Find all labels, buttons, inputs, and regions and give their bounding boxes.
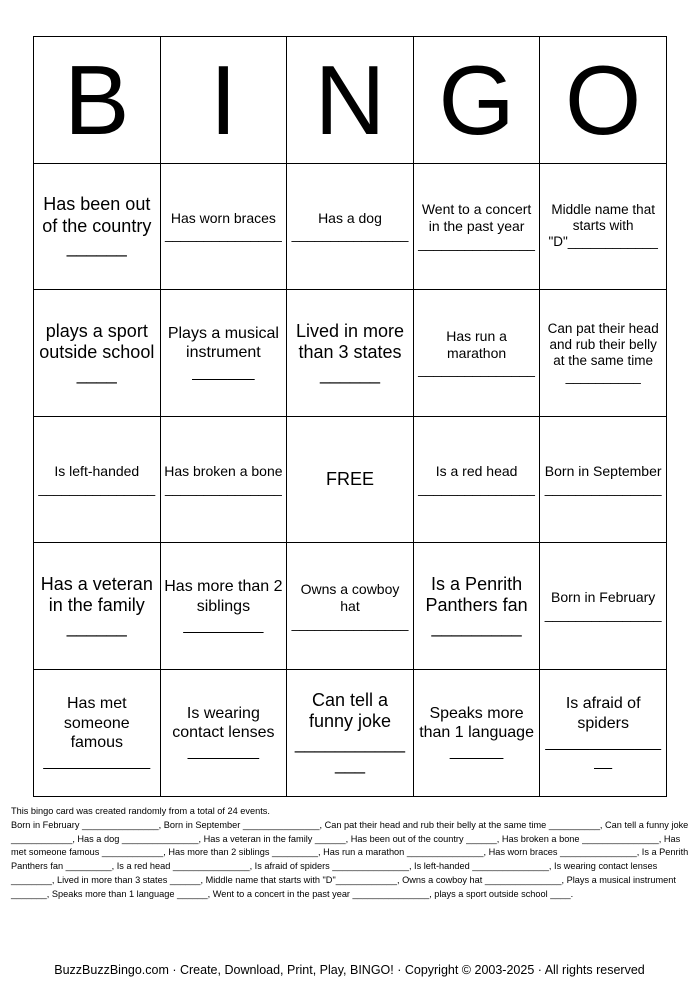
bingo-cell bbox=[540, 290, 667, 417]
bingo-cell bbox=[160, 669, 287, 796]
cell-text: Has a veteran in the family ______ bbox=[40, 573, 153, 637]
cell-text: Middle name that starts with "D"____________ bbox=[548, 202, 658, 250]
card-row bbox=[34, 416, 667, 543]
header-letter-g: G bbox=[413, 37, 540, 164]
header-letter-n: N bbox=[287, 37, 414, 164]
cell-text: Has worn braces _______________ bbox=[164, 209, 282, 243]
header-letter-o: O bbox=[540, 37, 667, 164]
bingo-cell bbox=[287, 290, 414, 417]
cell-text: Is a Penrith Panthers fan _________ bbox=[425, 573, 528, 637]
cell-text: Has run a marathon _______________ bbox=[418, 327, 535, 378]
bingo-cell bbox=[413, 290, 540, 417]
bingo-cell bbox=[540, 669, 667, 796]
card-row bbox=[34, 163, 667, 290]
bingo-cell bbox=[540, 416, 667, 543]
bingo-cell bbox=[413, 163, 540, 290]
bingo-cell bbox=[540, 543, 667, 670]
cell-text: Speaks more than 1 language ______ bbox=[419, 704, 534, 761]
cell-text: Is wearing contact lenses ________ bbox=[172, 704, 275, 761]
cell-text: Is a red head _______________ bbox=[418, 462, 535, 496]
cell-text: Born in February _______________ bbox=[544, 589, 662, 623]
card-row bbox=[34, 543, 667, 670]
bingo-cell bbox=[287, 669, 414, 796]
cell-text: Has met someone famous ____________ bbox=[43, 695, 151, 770]
bingo-cell bbox=[160, 163, 287, 290]
header-letter-i: I bbox=[160, 37, 287, 164]
bingo-cell bbox=[34, 543, 161, 670]
bingo-cell bbox=[160, 416, 287, 543]
cell-text: Lived in more than 3 states ______ bbox=[295, 320, 405, 384]
header-letter-b: B bbox=[34, 37, 161, 164]
bingo-cell bbox=[160, 543, 287, 670]
card-intro-text: This bingo card was created randomly from a total of 24 events. bbox=[11, 806, 270, 816]
cell-text: Went to a concert in the past year _______________ bbox=[418, 201, 535, 251]
cell-text: plays a sport outside school ____ bbox=[39, 320, 155, 384]
cell-text: Can tell a funny joke ______________ bbox=[294, 689, 406, 775]
copyright-footer: BuzzBuzzBingo.com · Create, Download, Print, Play, BINGO! · Copyright © 2003-2025 · All rights reserved bbox=[54, 963, 645, 977]
free-space bbox=[287, 416, 414, 543]
event-list-text: Born in February _______________, Born in September _______________, Can pat their head and rub their belly at the same time __________, Can tell a funny joke ____________, Has a dog _______________, Has a veteran in the family ______, Has been out of the country ______, Has broken a bone _______________, Has met someone famous ____________, Has more than 2 siblings _________, Has run a marathon _______________, Has worn braces _______________, Is a Penrith Panthers fan _________, Is a red head _______________, Is afraid of spiders _______________, Is left-handed _______________, Is wearing contact lenses ________, Lived in more than 3 states ______, Middle name that starts with "D"____________, Owns a cowboy hat _______________, Plays a musical instrument _______, Speaks more than 1 language ______, Went to a concert in the past year _______________, plays a sport outside school ____. bbox=[11, 819, 689, 899]
bingo-cell bbox=[34, 290, 161, 417]
bingo-cell bbox=[413, 669, 540, 796]
bingo-cell bbox=[540, 163, 667, 290]
cell-text: Can pat their head and rub their belly at the same time __________ bbox=[547, 320, 659, 385]
cell-text: Is left-handed _______________ bbox=[38, 462, 156, 496]
bingo-cell bbox=[413, 543, 540, 670]
cell-text: Has been out of the country ______ bbox=[42, 194, 152, 258]
header-row bbox=[34, 37, 667, 164]
card-row bbox=[34, 290, 667, 417]
bingo-cell bbox=[413, 416, 540, 543]
cell-text: Has a dog _______________ bbox=[291, 209, 409, 243]
cell-text: Has broken a bone _______________ bbox=[164, 462, 283, 496]
bingo-card bbox=[33, 36, 667, 797]
cell-text: Born in September _______________ bbox=[544, 462, 662, 496]
cell-text: FREE bbox=[325, 468, 374, 489]
bingo-cell bbox=[160, 290, 287, 417]
bingo-cell bbox=[34, 669, 161, 796]
bingo-cell bbox=[34, 416, 161, 543]
card-row bbox=[34, 669, 667, 796]
card-description bbox=[11, 805, 691, 902]
cell-text: Is afraid of spiders _______________ bbox=[545, 695, 662, 770]
cell-text: Has more than 2 siblings _________ bbox=[164, 578, 283, 634]
bingo-cell bbox=[287, 163, 414, 290]
cell-text: Owns a cowboy hat _______________ bbox=[291, 580, 409, 631]
bingo-cell bbox=[34, 163, 161, 290]
cell-text: Plays a musical instrument _______ bbox=[167, 325, 279, 381]
bingo-cell bbox=[287, 543, 414, 670]
